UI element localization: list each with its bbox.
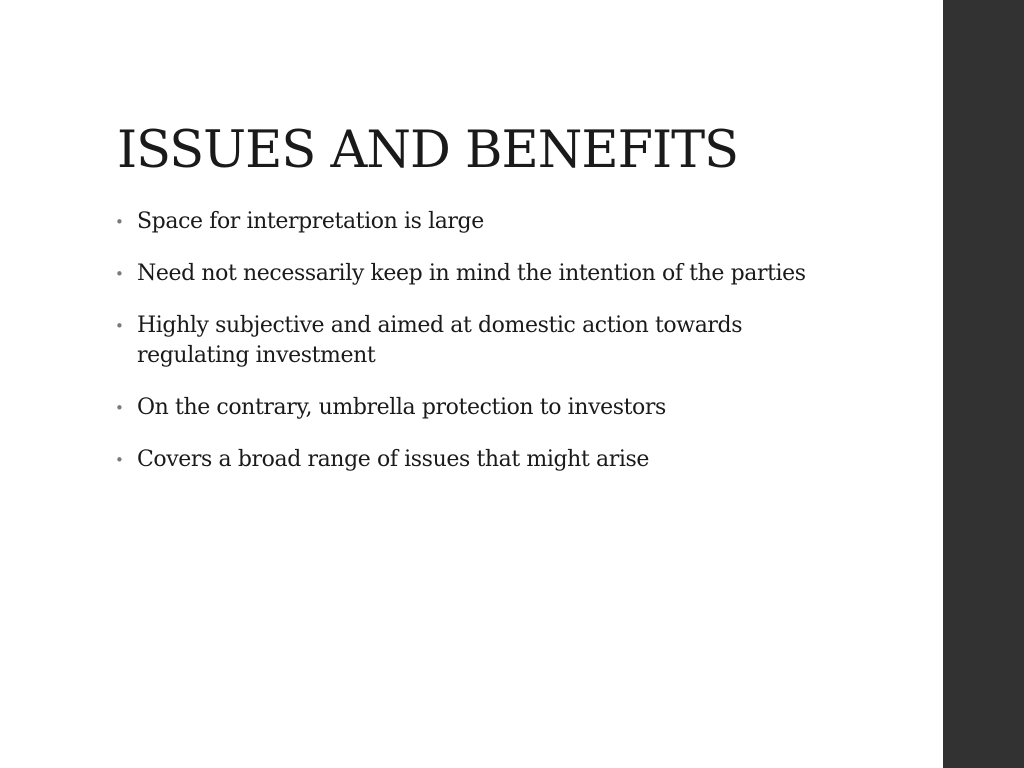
bullet-item [115, 445, 815, 475]
slide-title: ISSUES AND BENEFITS [117, 121, 739, 180]
bullet-text: Highly subjective and aimed at domestic action towards regulating investment [137, 313, 743, 368]
bullet-icon: • [115, 399, 124, 417]
bullet-icon: • [115, 213, 124, 231]
bullet-item [115, 311, 815, 371]
bullet-text: On the contrary, umbrella protection to investors [137, 395, 666, 420]
bullet-item [115, 259, 815, 289]
bullet-list [115, 207, 815, 497]
bullet-text: Need not necessarily keep in mind the intention of the parties [137, 261, 806, 286]
bullet-item [115, 393, 815, 423]
bullet-text: Space for interpretation is large [137, 209, 484, 234]
bullet-icon: • [115, 451, 124, 469]
bullet-icon: • [115, 265, 124, 283]
side-bar [943, 0, 1024, 768]
bullet-item [115, 207, 815, 237]
bullet-icon: • [115, 317, 124, 335]
bullet-text: Covers a broad range of issues that might arise [137, 447, 649, 472]
